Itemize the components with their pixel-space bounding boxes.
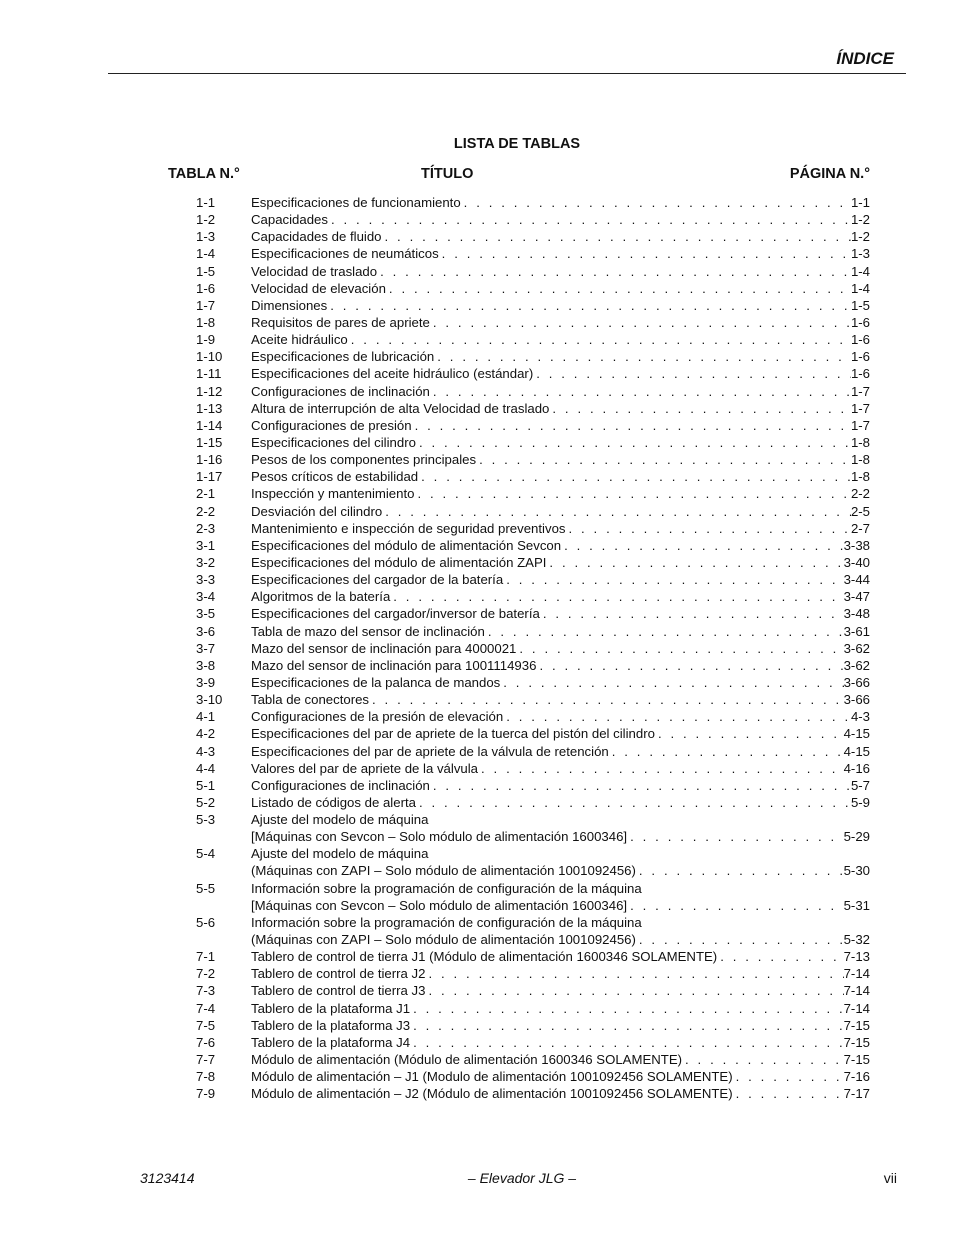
dot-leader — [533, 365, 851, 382]
toc-entry[interactable] — [196, 845, 870, 879]
toc-entry[interactable] — [196, 1051, 870, 1068]
toc-entry[interactable] — [196, 1085, 870, 1102]
dot-leader — [414, 485, 850, 502]
table-number: 4-2 — [196, 726, 216, 742]
page-reference[interactable]: 7-16 — [843, 1069, 870, 1085]
table-title: Especificaciones de lubricación — [251, 349, 435, 365]
toc-entry[interactable] — [196, 451, 870, 468]
page-reference[interactable]: 5-9 — [850, 794, 870, 810]
table-title: Mazo del sensor de inclinación para 1001114936 — [251, 657, 537, 673]
column-header-page: PÁGINA N.° — [789, 166, 870, 182]
table-number: 1-15 — [196, 434, 223, 450]
table-number: 3-4 — [196, 589, 216, 605]
toc-entry[interactable] — [196, 263, 870, 280]
toc-entry[interactable] — [196, 948, 870, 965]
toc-entry[interactable] — [196, 348, 870, 365]
table-title: Algoritmos de la batería — [251, 589, 391, 605]
table-title: Capacidades — [251, 212, 328, 228]
table-number: 7-8 — [196, 1069, 216, 1085]
page-reference[interactable]: 1-4 — [850, 263, 870, 279]
toc-entry[interactable] — [196, 503, 870, 520]
page-reference[interactable]: 1-8 — [850, 469, 870, 485]
table-number: 1-6 — [196, 280, 216, 296]
page-reference[interactable]: 1-7 — [850, 417, 870, 433]
page-reference[interactable]: 7-15 — [843, 1034, 870, 1050]
table-title: Altura de interrupción de alta Velocidad de traslado — [251, 400, 550, 416]
table-title: Desviación del cilindro — [251, 503, 383, 519]
table-number: 3-3 — [196, 572, 216, 588]
table-title: Configuraciones de presión — [251, 417, 412, 433]
toc-entry[interactable] — [196, 965, 870, 982]
table-number: 1-17 — [196, 469, 223, 485]
toc-entry[interactable] — [196, 880, 870, 914]
toc-entry[interactable] — [196, 485, 870, 502]
table-number: 7-2 — [196, 966, 216, 982]
footer-doc-number: 3123414 — [140, 1170, 195, 1186]
table-title: Velocidad de elevación — [251, 280, 386, 296]
dot-leader — [348, 331, 851, 348]
page-reference[interactable]: 1-4 — [850, 280, 870, 296]
table-title: Especificaciones del par de apriete de la tuerca del pistón del cilindro — [251, 726, 655, 742]
page-reference[interactable]: 7-15 — [843, 1017, 870, 1033]
dot-leader — [416, 434, 851, 451]
toc-entry[interactable] — [196, 228, 870, 245]
page-reference[interactable]: 1-3 — [850, 246, 870, 262]
table-number: 1-4 — [196, 246, 216, 262]
page-reference[interactable]: 3-47 — [843, 589, 870, 605]
dot-leader — [430, 314, 851, 331]
table-title: Pesos críticos de estabilidad — [251, 469, 419, 485]
table-title: Tablero de control de tierra J2 — [251, 966, 426, 982]
page-reference[interactable]: 3-66 — [843, 674, 870, 690]
page-reference[interactable]: 1-8 — [850, 452, 870, 468]
toc-entry[interactable] — [196, 537, 870, 554]
table-title: Mazo del sensor de inclinación para 4000021 — [251, 640, 517, 656]
dot-leader — [636, 862, 844, 879]
page-reference[interactable]: 7-14 — [843, 983, 870, 999]
dot-leader — [461, 194, 851, 211]
toc-entry[interactable] — [196, 725, 870, 742]
table-number: 1-3 — [196, 229, 216, 245]
table-title: Especificaciones de la palanca de mandos — [251, 674, 501, 690]
table-title: Módulo de alimentación (Módulo de alimentación 1600346 SOLAMENTE) — [251, 1052, 683, 1068]
toc-entry[interactable] — [196, 520, 870, 537]
table-number: 1-14 — [196, 417, 223, 433]
toc-entry[interactable] — [196, 588, 870, 605]
page-reference[interactable]: 1-6 — [850, 332, 870, 348]
table-title: Ajuste del modelo de máquina — [251, 812, 429, 828]
table-number: 1-7 — [196, 297, 216, 313]
table-number: 2-1 — [196, 486, 216, 502]
page-reference[interactable]: 1-6 — [850, 314, 870, 330]
toc-entry[interactable] — [196, 365, 870, 382]
toc-entry[interactable] — [196, 194, 870, 211]
table-title: Tablero de control de tierra J1 (Módulo de alimentación 1600346 SOLAMENTE) — [251, 949, 718, 965]
page-reference[interactable]: 1-5 — [850, 297, 870, 313]
dot-leader — [416, 794, 851, 811]
page-reference[interactable]: 3-44 — [843, 572, 870, 588]
table-title: Configuraciones de inclinación — [251, 383, 430, 399]
page-reference[interactable]: 3-40 — [843, 554, 870, 570]
table-title: Aceite hidráulico — [251, 332, 348, 348]
dot-leader — [682, 1051, 844, 1068]
page-reference[interactable]: 7-14 — [843, 1000, 870, 1016]
table-title: Capacidades de fluido — [251, 229, 382, 245]
toc-entry[interactable] — [196, 777, 870, 794]
dot-leader — [478, 760, 844, 777]
table-number: 3-8 — [196, 657, 216, 673]
table-number: 3-9 — [196, 674, 216, 690]
table-number: 7-9 — [196, 1086, 216, 1102]
table-number: 1-5 — [196, 263, 216, 279]
table-number: 3-5 — [196, 606, 216, 622]
page-reference[interactable]: 3-66 — [843, 692, 870, 708]
toc-entry[interactable] — [196, 245, 870, 262]
table-title-continuation: [Máquinas con Sevcon – Solo módulo de alimentación 1600346] — [251, 897, 628, 913]
table-title: Inspección y mantenimiento — [251, 486, 415, 502]
table-number: 5-1 — [196, 777, 216, 793]
table-number: 4-4 — [196, 760, 216, 776]
dot-leader — [503, 571, 843, 588]
toc-entry[interactable] — [196, 794, 870, 811]
page-reference[interactable]: 3-48 — [843, 606, 870, 622]
dot-leader — [369, 691, 844, 708]
table-title: Tablero de la plataforma J1 — [251, 1000, 411, 1016]
table-number: 4-1 — [196, 709, 216, 725]
toc-entry[interactable] — [196, 605, 870, 622]
dot-leader — [410, 1034, 844, 1051]
dot-leader — [540, 605, 844, 622]
page-reference[interactable]: 2-7 — [850, 520, 870, 536]
table-number: 7-7 — [196, 1052, 216, 1068]
page-reference[interactable]: 5-31 — [843, 897, 870, 913]
page-reference[interactable]: 7-13 — [843, 949, 870, 965]
toc-entry[interactable] — [196, 1068, 870, 1085]
dot-leader — [549, 400, 851, 417]
table-number: 5-4 — [196, 846, 216, 862]
page-reference[interactable]: 1-2 — [850, 212, 870, 228]
table-number: 7-4 — [196, 1000, 216, 1016]
table-title: Requisitos de pares de apriete — [251, 314, 430, 330]
table-title: Información sobre la programación de configuración de la máquina — [251, 914, 642, 930]
table-number: 7-3 — [196, 983, 216, 999]
dot-leader — [425, 965, 843, 982]
toc-entry[interactable] — [196, 914, 870, 948]
table-title: Tablero de la plataforma J4 — [251, 1034, 411, 1050]
page-reference[interactable]: 1-7 — [850, 400, 870, 416]
dot-leader — [627, 897, 843, 914]
toc-entry[interactable] — [196, 691, 870, 708]
dot-leader — [386, 280, 851, 297]
dot-leader — [485, 623, 844, 640]
table-title: Dimensiones — [251, 297, 328, 313]
table-number: 3-10 — [196, 692, 223, 708]
toc-entry[interactable] — [196, 383, 870, 400]
dot-leader — [430, 383, 851, 400]
page-reference[interactable]: 1-7 — [850, 383, 870, 399]
page-reference[interactable]: 1-1 — [850, 195, 870, 210]
table-title-continuation: [Máquinas con Sevcon – Solo módulo de alimentación 1600346] — [251, 829, 628, 845]
table-title: Especificaciones del cargador/inversor de batería — [251, 606, 540, 622]
table-title: Tablero de control de tierra J3 — [251, 983, 426, 999]
dot-leader — [561, 537, 844, 554]
toc-entry[interactable] — [196, 314, 870, 331]
table-number: 1-13 — [196, 400, 223, 416]
footer-page-number: vii — [883, 1170, 897, 1186]
table-number: 5-5 — [196, 880, 216, 896]
dot-leader — [636, 931, 844, 948]
dot-leader — [476, 451, 851, 468]
page-reference[interactable]: 1-6 — [850, 349, 870, 365]
page-reference[interactable]: 5-7 — [850, 777, 870, 793]
toc-entry[interactable] — [196, 760, 870, 777]
table-number: 5-2 — [196, 794, 216, 810]
table-number: 3-2 — [196, 554, 216, 570]
table-number: 3-6 — [196, 623, 216, 639]
table-title: Valores del par de apriete de la válvula — [251, 760, 479, 776]
table-number: 1-10 — [196, 349, 223, 365]
table-title: Especificaciones de neumáticos — [251, 246, 439, 262]
toc-entry[interactable] — [196, 640, 870, 657]
dot-leader — [425, 982, 843, 999]
table-of-contents — [196, 194, 870, 1102]
table-number: 1-12 — [196, 383, 223, 399]
table-number: 4-3 — [196, 743, 216, 759]
table-title: Velocidad de traslado — [251, 263, 378, 279]
dot-leader — [609, 743, 844, 760]
column-header-number: TABLA N.° — [168, 166, 240, 182]
dot-leader — [382, 228, 851, 245]
toc-entry[interactable] — [196, 1000, 870, 1017]
page-reference[interactable]: 7-17 — [843, 1086, 870, 1102]
page-reference[interactable]: 1-6 — [850, 366, 870, 382]
page-reference[interactable]: 2-5 — [850, 503, 870, 519]
dot-leader — [390, 588, 843, 605]
table-number: 1-11 — [196, 366, 222, 382]
page-reference[interactable]: 7-15 — [843, 1052, 870, 1068]
toc-entry[interactable] — [196, 674, 870, 691]
table-number: 7-6 — [196, 1034, 216, 1050]
page-reference[interactable]: 1-2 — [850, 229, 870, 245]
toc-entry[interactable] — [196, 434, 870, 451]
table-title: Tabla de mazo del sensor de inclinación — [251, 623, 485, 639]
dot-leader — [439, 245, 851, 262]
section-title: ÍNDICE — [836, 49, 894, 68]
dot-leader — [655, 725, 844, 742]
table-title: Especificaciones de funcionamiento — [251, 195, 461, 210]
table-number: 1-9 — [196, 332, 216, 348]
page-reference[interactable]: 3-38 — [843, 537, 870, 553]
dot-leader — [434, 348, 851, 365]
toc-entry[interactable] — [196, 417, 870, 434]
table-title: Módulo de alimentación – J1 (Modulo de alimentación 1001092456 SOLAMENTE) — [251, 1069, 733, 1085]
toc-entry[interactable] — [196, 400, 870, 417]
toc-entry[interactable] — [196, 811, 870, 845]
toc-entry[interactable] — [196, 280, 870, 297]
table-title: Listado de códigos de alerta — [251, 794, 416, 810]
toc-entry[interactable] — [196, 982, 870, 999]
page-reference[interactable]: 1-8 — [850, 434, 870, 450]
toc-entry[interactable] — [196, 623, 870, 640]
dot-leader — [516, 640, 843, 657]
table-number: 2-2 — [196, 503, 216, 519]
table-title-continuation: (Máquinas con ZAPI – Solo módulo de alimentación 1001092456) — [251, 932, 636, 948]
page-reference[interactable]: 3-62 — [843, 657, 870, 673]
table-title: Información sobre la programación de configuración de la máquina — [251, 880, 642, 896]
table-number: 5-3 — [196, 812, 216, 828]
list-title: LISTA DE TABLAS — [453, 136, 581, 152]
dot-leader — [536, 657, 843, 674]
page-reference[interactable]: 2-2 — [850, 486, 870, 502]
page-reference[interactable]: 4-15 — [843, 726, 870, 742]
toc-entry[interactable] — [196, 331, 870, 348]
table-number: 7-1 — [196, 949, 216, 965]
footer-center-text: – Elevador JLG – — [467, 1170, 577, 1186]
toc-entry[interactable] — [196, 211, 870, 228]
toc-entry[interactable] — [196, 468, 870, 485]
page-reference[interactable]: 5-29 — [843, 829, 870, 845]
dot-leader — [733, 1068, 844, 1085]
table-number: 1-2 — [196, 212, 216, 228]
table-title: Especificaciones del par de apriete de la válvula de retención — [251, 743, 609, 759]
table-title: Especificaciones del módulo de alimentación ZAPI — [251, 554, 547, 570]
column-header-title: TÍTULO — [421, 166, 474, 182]
dot-leader — [503, 708, 851, 725]
dot-leader — [328, 211, 851, 228]
page-reference[interactable]: 4-15 — [843, 743, 870, 759]
toc-entry[interactable] — [196, 657, 870, 674]
header-divider — [108, 73, 906, 74]
page-reference[interactable]: 5-30 — [843, 863, 870, 879]
table-title: Pesos de los componentes principales — [251, 452, 477, 468]
page-reference[interactable]: 4-3 — [850, 709, 870, 725]
toc-entry[interactable] — [196, 1017, 870, 1034]
dot-leader — [377, 263, 851, 280]
table-title: Especificaciones del aceite hidráulico (estándar) — [251, 366, 534, 382]
table-number: 3-7 — [196, 640, 216, 656]
page-reference[interactable]: 3-61 — [843, 623, 870, 639]
table-title: Especificaciones del cilindro — [251, 434, 416, 450]
table-number: 3-1 — [196, 537, 216, 553]
dot-leader — [412, 417, 851, 434]
table-title: Módulo de alimentación – J2 (Módulo de alimentación 1001092456 SOLAMENTE) — [251, 1086, 733, 1102]
table-number: 1-8 — [196, 314, 216, 330]
table-title-continuation: (Máquinas con ZAPI – Solo módulo de alimentación 1001092456) — [251, 863, 636, 879]
table-title: Configuraciones de inclinación — [251, 777, 430, 793]
dot-leader — [430, 777, 851, 794]
toc-entry[interactable] — [196, 554, 870, 571]
dot-leader — [717, 948, 843, 965]
table-number: 5-6 — [196, 914, 216, 930]
table-number: 7-5 — [196, 1017, 216, 1033]
table-title: Tablero de la plataforma J3 — [251, 1017, 411, 1033]
toc-entry[interactable] — [196, 571, 870, 588]
table-number: 2-3 — [196, 520, 216, 536]
table-title: Configuraciones de la presión de elevación — [251, 709, 504, 725]
table-title: Tabla de conectores — [251, 692, 370, 708]
dot-leader — [733, 1085, 844, 1102]
dot-leader — [546, 554, 843, 571]
toc-entry[interactable] — [196, 1034, 870, 1051]
table-number: 1-1 — [196, 195, 216, 210]
toc-entry[interactable] — [196, 743, 870, 760]
dot-leader — [327, 297, 851, 314]
table-title: Especificaciones del cargador de la batería — [251, 572, 504, 588]
page-reference[interactable]: 4-16 — [843, 760, 870, 776]
dot-leader — [627, 828, 843, 845]
table-title: Especificaciones del módulo de alimentación Sevcon — [251, 537, 562, 553]
toc-entry[interactable] — [196, 708, 870, 725]
dot-leader — [566, 520, 851, 537]
table-number: 1-16 — [196, 452, 223, 468]
table-title: Ajuste del modelo de máquina — [251, 846, 429, 862]
table-title: Mantenimiento e inspección de seguridad preventivos — [251, 520, 566, 536]
page-reference[interactable]: 3-62 — [843, 640, 870, 656]
dot-leader — [418, 468, 851, 485]
dot-leader — [500, 674, 843, 691]
page-reference[interactable]: 7-14 — [843, 966, 870, 982]
toc-entry[interactable] — [196, 297, 870, 314]
dot-leader — [410, 1000, 844, 1017]
page-reference[interactable]: 5-32 — [843, 932, 870, 948]
dot-leader — [382, 503, 851, 520]
dot-leader — [410, 1017, 844, 1034]
